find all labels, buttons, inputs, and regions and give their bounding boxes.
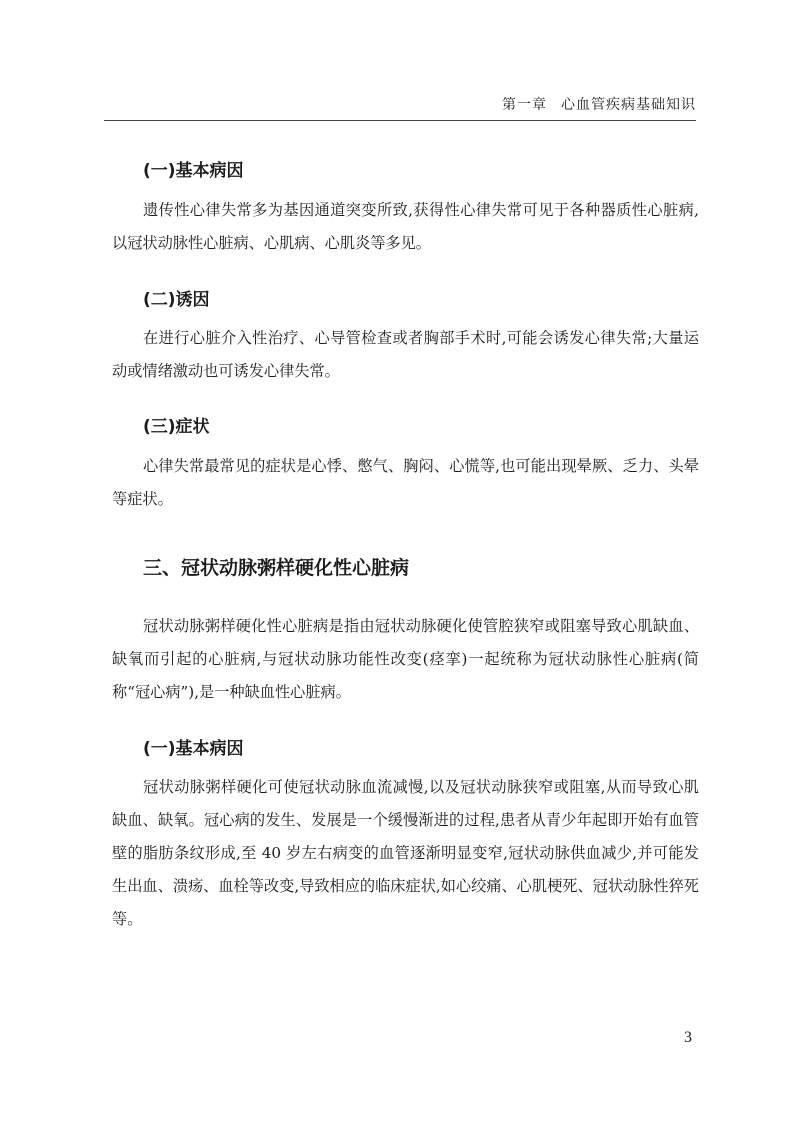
subheading-trigger: (二)诱因 bbox=[143, 290, 210, 310]
chapter-label: 第一章 bbox=[502, 97, 547, 113]
subheading-coronary-cause: (一)基本病因 bbox=[143, 739, 244, 759]
paragraph-arrhythmia-cause: 遗传性心律失常多为基因通道突变所致,获得性心律失常可见于各种器质性心脏病,以冠状动脉性心脏病、心肌病、心肌炎等多见。 bbox=[112, 201, 699, 252]
paragraph-arrhythmia-trigger: 在进行心脏介入性治疗、心导管检查或者胸部手术时,可能会诱发心律失常;大量运动或情绪激动也可诱发心律失常。 bbox=[112, 329, 699, 380]
running-header bbox=[502, 94, 696, 114]
paragraph-coronary-definition: 冠状动脉粥样硬化性心脏病是指由冠状动脉硬化使管腔狭窄或阻塞导致心肌缺血、缺氧而引起的心脏病,与冠状动脉功能性改变(痉挛)一起统称为冠状动脉性心脏病(简称“冠心病”),是一种缺血性心脏病。 bbox=[112, 617, 699, 701]
paragraph-coronary-cause: 冠状动脉粥样硬化可使冠状动脉血流减慢,以及冠状动脉狭窄或阻塞,从而导致心肌缺血、缺氧。冠心病的发生、发展是一个缓慢渐进的过程,患者从青少年起即开始有血管壁的脂肪条纹形成,至 40 岁左右病变的血管逐渐明显变窄,冠状动脉供血减少,并可能发生出血、溃疡、血栓等改变,导致相应的临床症状,如心绞痛、心肌梗死、冠状动脉性猝死等。 bbox=[112, 778, 699, 928]
header-rule bbox=[104, 120, 696, 121]
chapter-title: 心血管疾病基础知识 bbox=[561, 97, 696, 113]
subheading-basic-cause: (一)基本病因 bbox=[143, 161, 244, 181]
section-heading-coronary: 三、冠状动脉粥样硬化性心脏病 bbox=[143, 557, 410, 579]
page-number: 3 bbox=[684, 1029, 692, 1046]
paragraph-arrhythmia-symptoms: 心律失常最常见的症状是心悸、憋气、胸闷、心慌等,也可能出现晕厥、乏力、头晕等症状。 bbox=[112, 457, 699, 508]
subheading-symptoms: (三)症状 bbox=[143, 417, 210, 437]
